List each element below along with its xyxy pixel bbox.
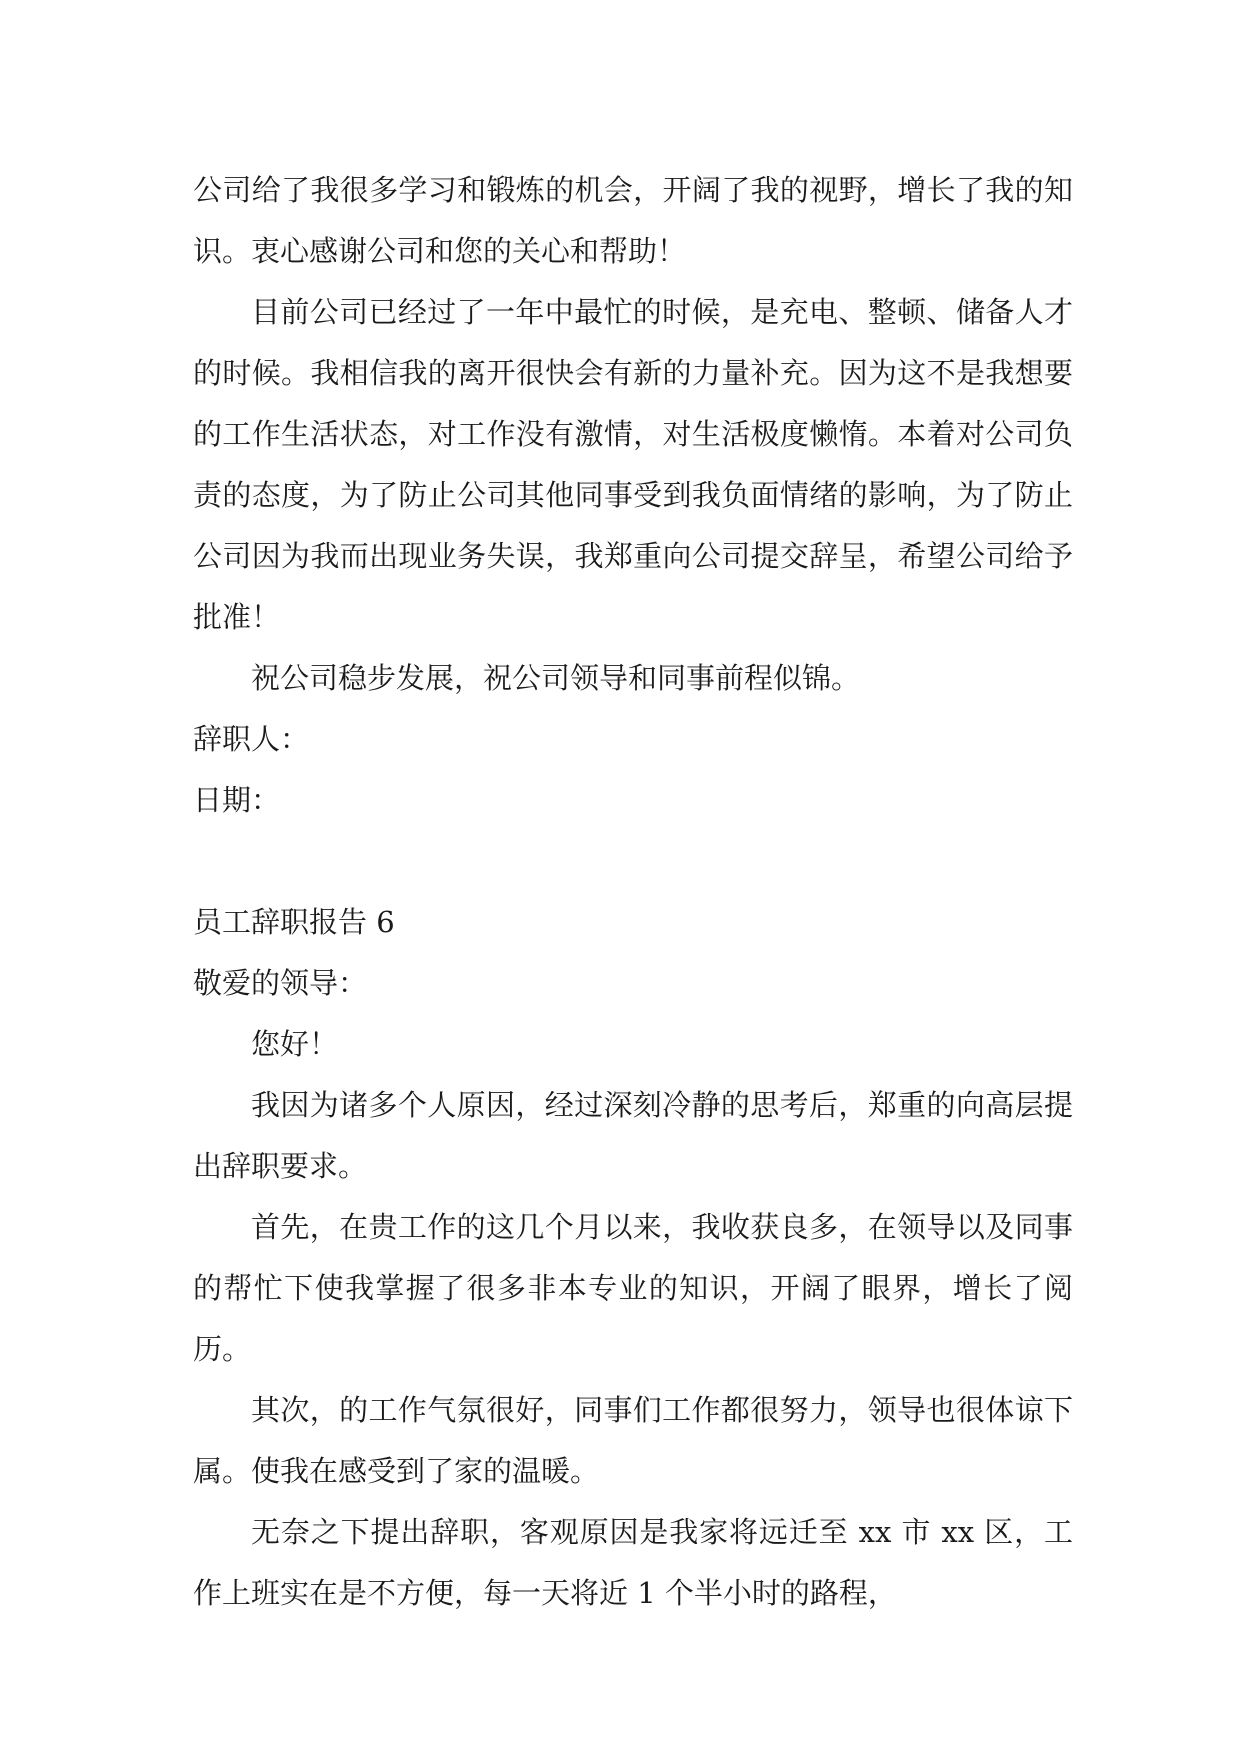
paragraph-relocation: 无奈之下提出辞职，客观原因是我家将远迁至 xx 市 xx 区，工作上班实在是不方便，每一天将近 1 个半小时的路程， bbox=[193, 1515, 1073, 1610]
paragraph-intro: 我因为诸多个人原因，经过深刻冷静的思考后，郑重的向高层提出辞职要求。 bbox=[193, 1088, 1073, 1183]
paragraph-gratitude: 公司给了我很多学习和锻炼的机会，开阔了我的视野，增长了我的知识。衷心感谢公司和您的关心和帮助！ bbox=[193, 173, 1073, 268]
signer-label: 辞职人： bbox=[193, 722, 310, 756]
document-body bbox=[193, 160, 1073, 1624]
section-title: 员工辞职报告 6 bbox=[193, 905, 395, 939]
paragraph-wishes: 祝公司稳步发展，祝公司领导和同事前程似锦。 bbox=[251, 661, 861, 695]
salutation: 敬爱的领导： bbox=[193, 966, 368, 1000]
paragraph-reason: 目前公司已经过了一年中最忙的时候，是充电、整顿、储备人才的时候。我相信我的离开很快会有新的力量补充。因为这不是我想要的工作生活状态，对工作没有激情，对生活极度懒惰。本着对公司负责的态度，为了防止公司其他同事受到我负面情绪的影响，为了防止公司因为我而出现业务失误，我郑重向公司提交辞呈，希望公司给予批准！ bbox=[193, 295, 1073, 634]
paragraph-first: 首先，在贵工作的这几个月以来，我收获良多，在领导以及同事的帮忙下使我掌握了很多非本专业的知识，开阔了眼界，增长了阅历。 bbox=[193, 1210, 1073, 1366]
greeting: 您好！ bbox=[251, 1027, 339, 1061]
paragraph-second: 其次，的工作气氛很好，同事们工作都很努力，领导也很体谅下属。使我在感受到了家的温暖。 bbox=[193, 1393, 1073, 1488]
blank-line bbox=[193, 831, 1073, 892]
date-label: 日期： bbox=[193, 783, 281, 817]
